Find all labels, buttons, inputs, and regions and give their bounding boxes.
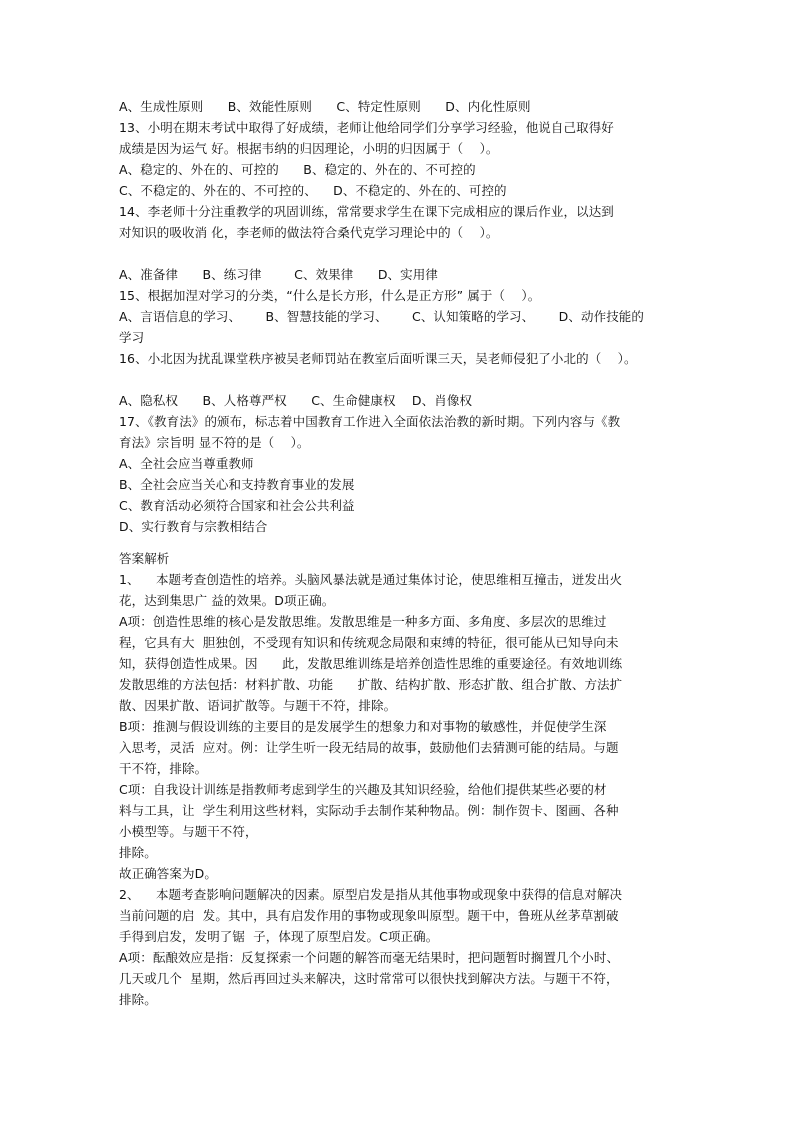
answer-2-line-3: 手得到启发，发明了锯 子，体现了原型启发。C项正确。	[119, 929, 439, 944]
answer-1-a-line-2: 程，它具有大 胆独创，不受现有知识和传统观念局限和束缚的特征，很可能从已知导向未	[119, 635, 619, 650]
answer-1-b-line-2: 入思考，灵活 应对。例：让学生听一段无结局的故事，鼓励他们去猜测可能的结局。与题	[119, 740, 619, 755]
answer-2-a-line-1: A项：酝酿效应是指：反复探索一个问题的解答而毫无结果时，把问题暂时搁置几个小时、	[119, 950, 620, 965]
spacer	[119, 243, 679, 264]
answer-1-a-line-4: 发散思维的方法包括：材料扩散、功能 扩散、结构扩散、形态扩散、组合扩散、方法扩	[119, 677, 623, 692]
answer-1-a-line-5: 散、因果扩散、语词扩散等。与题干不符，排除。	[119, 698, 397, 713]
answer-2-line-2: 当前问题的启 发。其中，具有启发作用的事物或现象叫原型。题干中，鲁班从丝茅草割破	[119, 908, 619, 923]
q14-stem-line-2: 对知识的吸收消 化，李老师的做法符合桑代克学习理论中的（ ）。	[119, 225, 499, 240]
answer-1-line-1: 1、 本题考查创造性的培养。头脑风暴法就是通过集体讨论，使思维相互撞击，迸发出火	[119, 572, 623, 587]
answer-1-a-line-1: A项：创造性思维的核心是发散思维。发散思维是一种多方面、多角度、多层次的思维过	[119, 614, 607, 629]
answers-heading: 答案解析	[119, 551, 170, 566]
answer-2-a-line-2: 几天或几个 星期，然后再回过头来解决，这时常常可以很快找到解决方法。与题干不符，	[119, 971, 619, 986]
answer-1-c-line-4: 排除。	[119, 845, 157, 860]
q13-options-line-1: A、稳定的、外在的、可控的 B、稳定的、外在的、不可控的	[119, 162, 476, 177]
answer-2-a-line-3: 排除。	[119, 992, 157, 1007]
q16-options: A、隐私权 B、人格尊严权 C、生命健康权 D、肖像权	[119, 393, 473, 408]
answer-1-line-2: 花，达到集思广 益的效果。D项正确。	[119, 593, 335, 608]
answer-1-c-line-1: C项：自我设计训练是指教师考虑到学生的兴趣及其知识经验，给他们提供某些必要的材	[119, 782, 607, 797]
q14-stem-line-1: 14、李老师十分注重教学的巩固训练，常常要求学生在课下完成相应的课后作业，以达到	[119, 204, 614, 219]
q12-options: A、生成性原则 B、效能性原则 C、特定性原则 D、内化性原则	[119, 99, 531, 114]
answer-1-final: 故正确答案为D。	[119, 866, 217, 881]
document-body	[119, 96, 679, 1010]
q17-stem-line-2: 育法》宗旨明 显不符的是（ ）。	[119, 435, 310, 450]
q14-options: A、准备律 B、练习律 C、效果律 D、实用律	[119, 267, 438, 282]
answer-1-a-line-3: 知，获得创造性成果。因 此，发散思维训练是培养创造性思维的重要途径。有效地训练	[119, 656, 623, 671]
spacer	[119, 537, 679, 548]
q15-options-line-1: A、言语信息的学习、 B、智慧技能的学习、 C、认知策略的学习、 D、动作技能的	[119, 309, 645, 324]
q17-option-b: B、全社会应当关心和支持教育事业的发展	[119, 477, 355, 492]
answer-1-c-line-2: 料与工具，让 学生利用这些材料，实际动手去制作某种物品。例：制作贺卡、图画、各种	[119, 803, 619, 818]
q17-option-c: C、教育活动必须符合国家和社会公共利益	[119, 498, 355, 513]
q13-stem-line-1: 13、小明在期末考试中取得了好成绩，老师让他给同学们分享学习经验，他说自己取得好	[119, 120, 614, 135]
q15-options-line-2: 学习	[119, 330, 145, 345]
q17-stem-line-1: 17、《教育法》的颁布，标志着中国教育工作进入全面依法治教的新时期。下列内容与《教	[119, 414, 621, 429]
q13-stem-line-2: 成绩是因为运气 好。根据韦纳的归因理论，小明的归因属于（ ）。	[119, 141, 499, 156]
q17-option-d: D、实行教育与宗教相结合	[119, 519, 268, 534]
answer-1-b-line-3: 干不符，排除。	[119, 761, 208, 776]
answer-2-line-1: 2、 本题考查影响问题解决的因素。原型启发是指从其他事物或现象中获得的信息对解决	[119, 887, 623, 902]
q16-stem: 16、小北因为扰乱课堂秩序被吴老师罚站在教室后面听课三天，吴老师侵犯了小北的（ ）。	[119, 351, 637, 366]
spacer	[119, 369, 679, 390]
answer-1-c-line-3: 小模型等。与题干不符，	[119, 824, 258, 839]
q13-options-line-2: C、不稳定的、外在的、不可控的、 D、不稳定的、外在的、可控的	[119, 183, 507, 198]
q17-option-a: A、全社会应当尊重教师	[119, 456, 254, 471]
q15-stem: 15、根据加涅对学习的分类，“什么是长方形，什么是正方形” 属于（ ）。	[119, 288, 541, 303]
answer-1-b-line-1: B项：推测与假设训练的主要目的是发展学生的想象力和对事物的敏感性，并促使学生深	[119, 719, 607, 734]
